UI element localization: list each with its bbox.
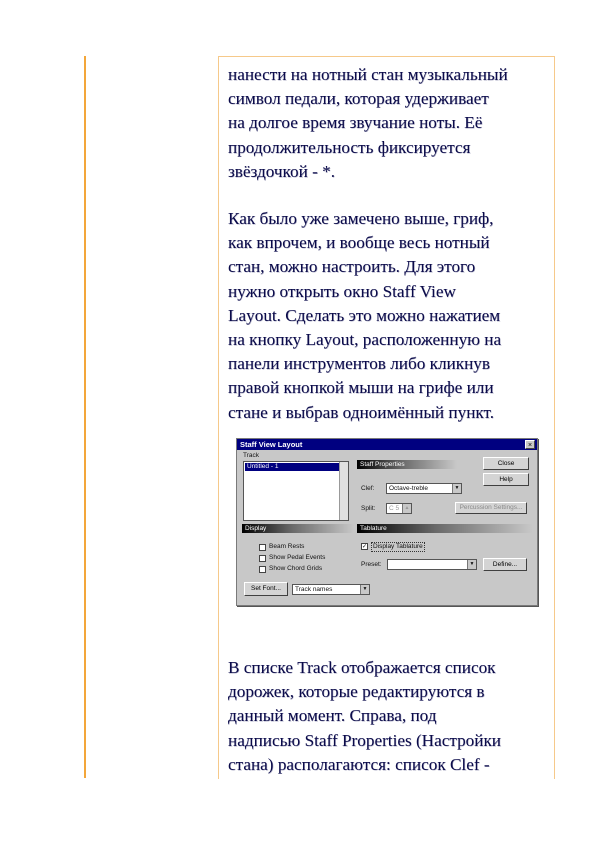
spin-arrows-icon: ▲ xyxy=(402,504,411,513)
text-line: дорожек, которые редактируются в xyxy=(228,682,485,702)
chevron-down-icon: ▼ xyxy=(467,560,476,569)
font-target-select[interactable] xyxy=(292,584,370,595)
text-line: символ педали, которая удерживает xyxy=(228,89,489,109)
text-line: стана) располагаются: список Clef - xyxy=(228,754,490,774)
chevron-down-icon: ▼ xyxy=(452,484,461,493)
display-tablature-label: Display Tablature xyxy=(373,543,423,550)
split-label: Split: xyxy=(361,505,376,512)
text-line: стан, можно настроить. Для этого xyxy=(228,257,476,277)
display-tablature-checkbox[interactable]: ✓ xyxy=(362,544,368,550)
margin-rule-left xyxy=(84,56,86,778)
split-value: C 5 xyxy=(389,505,400,512)
text-line: данный момент. Справа, под xyxy=(228,706,437,726)
tablature-header: Tablature xyxy=(357,524,533,533)
clef-select[interactable] xyxy=(386,483,462,494)
beam-rests-label: Beam Rests xyxy=(269,543,305,550)
chevron-down-icon: ▼ xyxy=(360,585,369,594)
text-line: продолжительность фиксируется xyxy=(228,137,471,157)
pedal-events-label: Show Pedal Events xyxy=(269,554,326,561)
text-line: Layout. Сделать это можно нажатием xyxy=(228,305,501,325)
dialog-titlebar: Staff View Layout xyxy=(237,439,537,450)
staff-view-layout-dialog xyxy=(236,438,538,606)
text-line: как впрочем, и вообще весь нотный xyxy=(228,233,490,253)
paragraph-staff-layout xyxy=(228,207,550,425)
paragraph-pedal xyxy=(228,63,550,184)
track-label: Track xyxy=(243,452,260,459)
define-button[interactable]: Define... xyxy=(483,558,527,571)
track-listbox[interactable] xyxy=(243,461,349,521)
text-line: надписью Staff Properties (Настройки xyxy=(228,730,502,750)
display-header: Display xyxy=(242,524,354,533)
text-line: звёздочкой - *. xyxy=(228,161,336,181)
set-font-button[interactable]: Set Font... xyxy=(244,582,288,596)
track-item-selected[interactable]: Untitled - 1 xyxy=(245,463,340,471)
track-scrollbar[interactable] xyxy=(339,462,348,520)
text-line: на кнопку Layout, расположенную на xyxy=(228,330,502,350)
chord-grids-label: Show Chord Grids xyxy=(269,565,323,572)
preset-label: Preset: xyxy=(361,561,382,568)
percussion-settings-button[interactable]: Percussion Settings... xyxy=(455,502,527,514)
text-line: правой кнопкой мыши на грифе или xyxy=(228,378,494,398)
beam-rests-checkbox[interactable] xyxy=(259,544,266,551)
text-line: В списке Track отображается список xyxy=(228,658,496,677)
preset-select[interactable] xyxy=(387,559,477,570)
text-line: панели инструментов либо кликнув xyxy=(228,354,490,374)
text-line: Как было уже замечено выше, гриф, xyxy=(228,209,494,228)
clef-label: Clef: xyxy=(361,485,375,492)
close-icon[interactable]: × xyxy=(525,440,535,449)
pedal-events-checkbox[interactable] xyxy=(259,555,266,562)
clef-value: Octave-treble xyxy=(389,485,429,492)
text-line: на долгое время звучание ноты. Её xyxy=(228,113,483,133)
text-line: стане и выбрав одноимённый пункт. xyxy=(228,402,495,422)
paragraph-track-list xyxy=(228,656,550,777)
split-spinner[interactable] xyxy=(386,503,412,514)
chord-grids-checkbox[interactable] xyxy=(259,566,266,573)
font-target-value: Track names xyxy=(295,586,333,593)
help-button[interactable]: Help xyxy=(483,473,529,486)
staff-properties-header: Staff Properties xyxy=(357,460,457,469)
text-line: нужно открыть окно Staff View xyxy=(228,281,456,301)
close-button[interactable]: Close xyxy=(483,457,529,470)
text-line: нанести на нотный стан музыкальный xyxy=(228,65,508,84)
